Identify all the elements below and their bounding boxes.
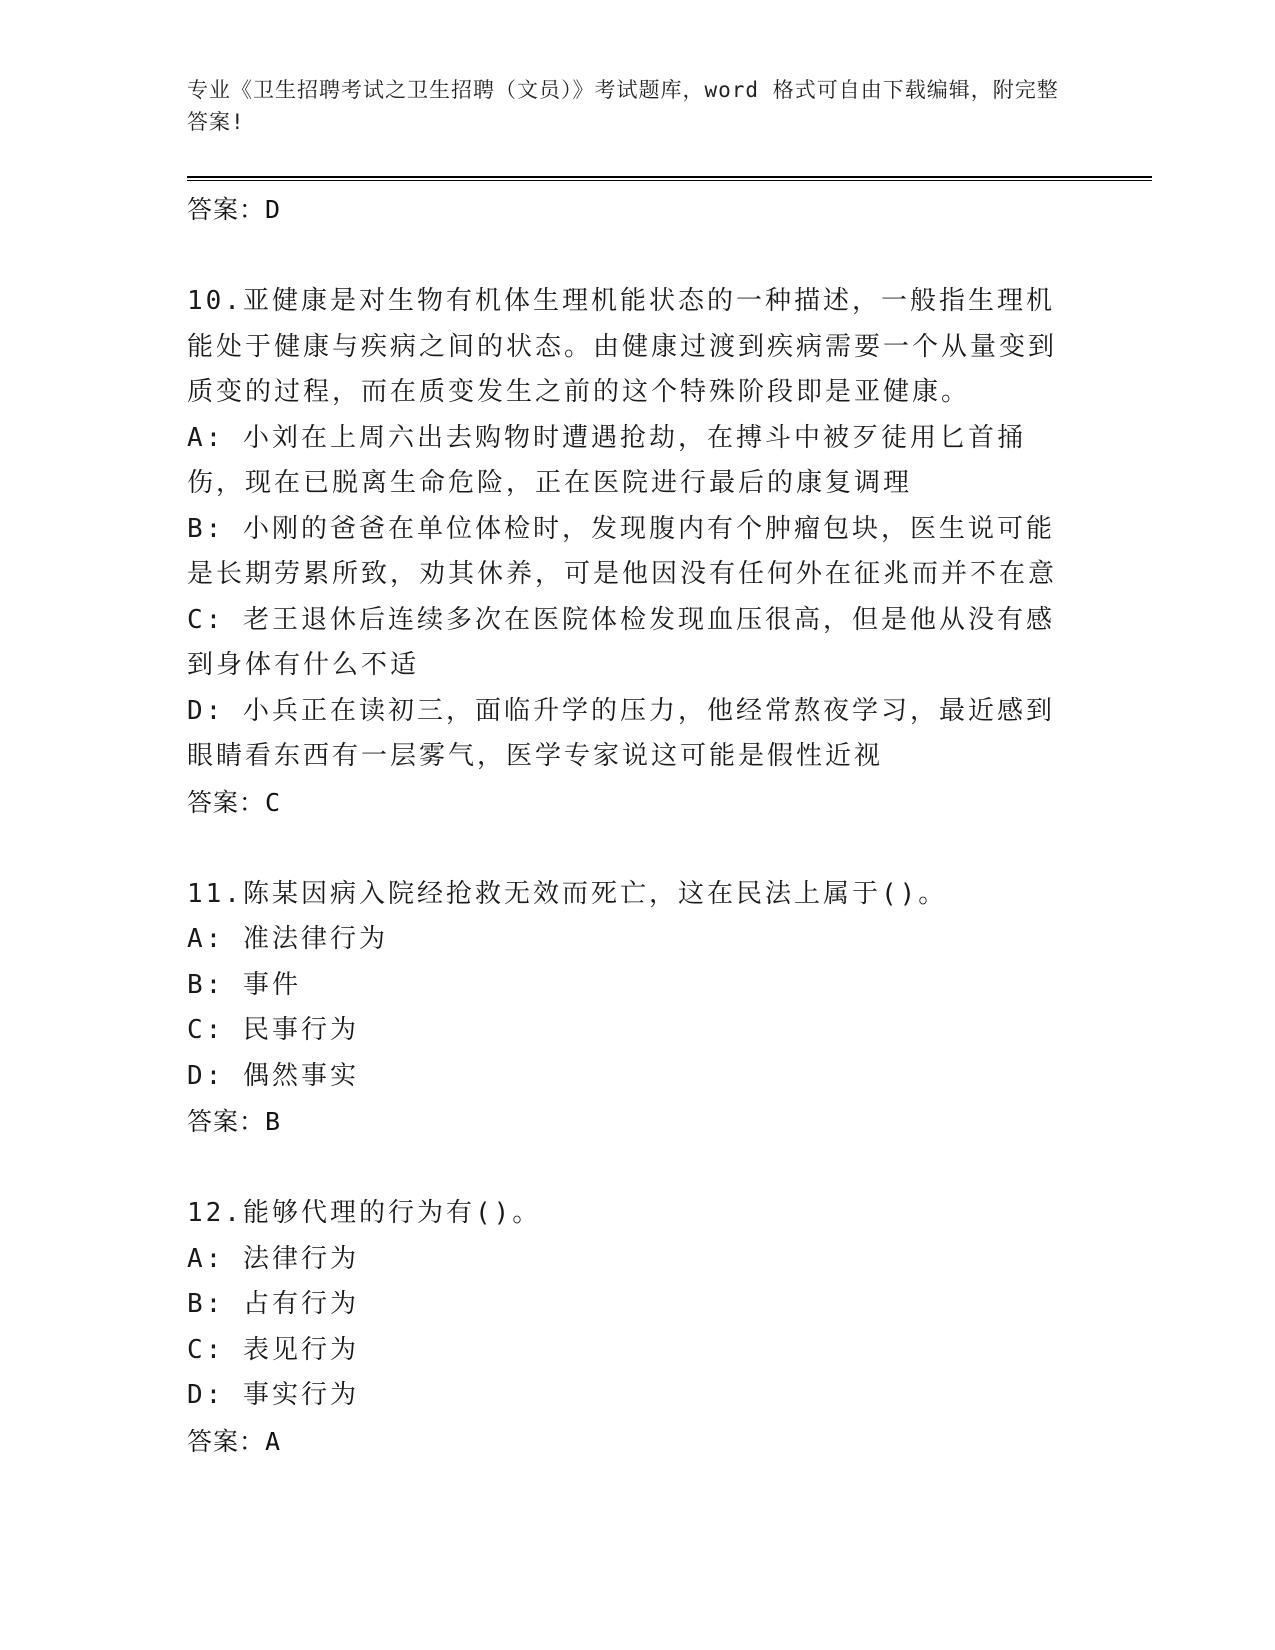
question-body: 亚健康是对生物有机体生理机能状态的一种描述，一般指生理机能处于健康与疾病之间的状态。由健康过渡到疾病需要一个从量变到质变的过程，而在质变发生之前的这个特殊阶段即是亚健康。: [187, 286, 1058, 407]
answer-line: [187, 1099, 1087, 1145]
option-text: 表见行为: [242, 1334, 359, 1365]
option-a: [187, 416, 1082, 507]
answer-label: 答案：: [187, 195, 266, 224]
spacer: [187, 1145, 1087, 1191]
option-letter: A:: [187, 924, 225, 954]
question-number: 11.: [187, 878, 243, 909]
option-letter: D:: [187, 1060, 225, 1091]
question-body: 陈某因病入院经抢救无效而死亡，这在民法上属于()。: [242, 878, 948, 909]
exam-content: [187, 187, 1087, 1465]
spacer: [187, 233, 1087, 279]
option-text: 准法律行为: [242, 924, 388, 954]
question-body: 能够代理的行为有()。: [242, 1198, 542, 1228]
answer-value: A: [265, 1426, 282, 1456]
header-text: 专业《卫生招聘考试之卫生招聘（文员）》考试题库，word 格式可自由下载编辑，附完整答案!: [187, 78, 1059, 134]
option-a: [187, 1237, 1082, 1283]
question-block: [187, 872, 1087, 1146]
question-block: [187, 279, 1087, 826]
option-text: 偶然事实: [242, 1060, 359, 1091]
question-text: [187, 872, 1082, 918]
option-text: 民事行为: [242, 1015, 359, 1045]
answer-value: D: [265, 195, 282, 224]
option-text: 小刚的爸爸在单位体检时，发现腹内有个肿瘤包块，医生说可能是长期劳累所致，劝其休养，可是他因没有任何外在征兆而并不在意: [187, 513, 1058, 589]
option-letter: A:: [187, 422, 225, 453]
option-text: 事实行为: [242, 1380, 359, 1410]
answer-label: 答案：: [187, 787, 266, 817]
option-letter: A:: [187, 1243, 225, 1274]
answer-label: 答案：: [187, 1107, 266, 1136]
option-c: [187, 598, 1082, 689]
option-letter: B:: [187, 1289, 225, 1319]
option-c: [187, 1328, 1082, 1374]
option-letter: D:: [187, 695, 225, 726]
answer-line: [187, 780, 1087, 826]
answer-line: [187, 1419, 1087, 1465]
option-a: [187, 917, 1082, 963]
option-letter: D:: [187, 1380, 225, 1410]
answer-line: [187, 187, 1087, 233]
page-header: [187, 74, 1067, 138]
option-c: [187, 1008, 1082, 1054]
option-text: 法律行为: [242, 1243, 359, 1274]
header-divider: [187, 176, 1152, 181]
option-letter: C:: [187, 1015, 225, 1045]
option-letter: B:: [187, 969, 225, 1000]
spacer: [187, 826, 1087, 872]
option-d: [187, 689, 1082, 780]
answer-label: 答案：: [187, 1426, 266, 1456]
option-letter: C:: [187, 604, 225, 635]
option-text: 老王退休后连续多次在医院体检发现血压很高，但是他从没有感到身体有什么不适: [187, 604, 1055, 680]
question-number: 10.: [187, 286, 243, 316]
answer-value: C: [265, 787, 282, 817]
option-text: 小刘在上周六出去购物时遭遇抢劫，在搏斗中被歹徒用匕首捅伤，现在已脱离生命危险，正在医院进行最后的康复调理: [187, 422, 1026, 498]
option-b: [187, 963, 1082, 1009]
option-letter: C:: [187, 1334, 225, 1365]
option-d: [187, 1054, 1082, 1100]
question-text: [187, 1191, 1082, 1237]
option-letter: B:: [187, 513, 225, 544]
option-b: [187, 1282, 1082, 1328]
option-text: 占有行为: [242, 1289, 359, 1319]
option-text: 事件: [242, 969, 301, 1000]
answer-value: B: [265, 1107, 282, 1136]
option-b: [187, 507, 1082, 598]
question-text: [187, 279, 1082, 416]
question-number: 12.: [187, 1198, 243, 1228]
question-block: [187, 1191, 1087, 1465]
option-d: [187, 1373, 1082, 1419]
option-text: 小兵正在读初三，面临升学的压力，他经常熬夜学习，最近感到眼睛看东西有一层雾气，医学专家说这可能是假性近视: [187, 695, 1055, 771]
